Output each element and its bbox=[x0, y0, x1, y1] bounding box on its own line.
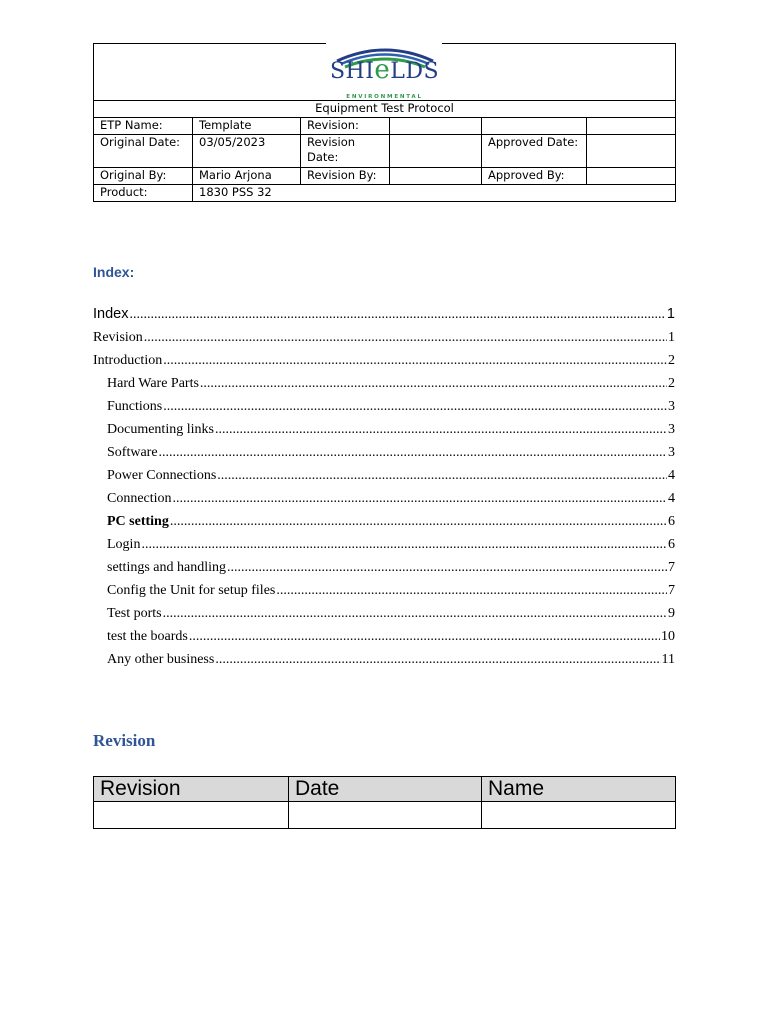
toc-leader-dots bbox=[215, 651, 660, 668]
toc-entry[interactable] bbox=[93, 507, 675, 530]
shields-logo bbox=[325, 43, 445, 100]
toc-entry-page: 3 bbox=[668, 445, 675, 460]
toc-entry-title: Introduction bbox=[93, 353, 163, 368]
logo-wordmark: SHIeLDS bbox=[329, 55, 440, 85]
toc-entry-page: 7 bbox=[668, 583, 675, 598]
index-heading: Index: bbox=[93, 264, 135, 280]
toc-entry[interactable] bbox=[93, 484, 675, 507]
etp-name-label: ETP Name: bbox=[94, 118, 193, 135]
blank-cell bbox=[482, 118, 587, 135]
toc-leader-dots bbox=[163, 352, 667, 369]
toc-entry[interactable] bbox=[93, 438, 675, 461]
toc-entry-page: 11 bbox=[661, 652, 675, 667]
toc-entry[interactable] bbox=[93, 622, 675, 645]
revision-heading: Revision bbox=[93, 731, 156, 750]
toc-leader-dots bbox=[129, 306, 665, 323]
toc-entry[interactable] bbox=[93, 576, 675, 599]
toc-entry-page: 6 bbox=[668, 537, 675, 552]
toc-entry-title: Hard Ware Parts bbox=[107, 376, 199, 391]
toc-entry-title: Software bbox=[107, 445, 158, 460]
toc-entry-title: Documenting links bbox=[107, 422, 214, 437]
toc-entry-page: 4 bbox=[668, 491, 675, 506]
product-label: Product: bbox=[94, 185, 193, 202]
original-date-label: Original Date: bbox=[94, 135, 193, 168]
toc-entry[interactable] bbox=[93, 553, 675, 576]
logo-subtitle: ENVIRONMENTAL bbox=[346, 94, 423, 100]
toc-entry[interactable] bbox=[93, 346, 675, 369]
original-by-label: Original By: bbox=[94, 168, 193, 185]
toc-entry-title: Connection bbox=[107, 491, 172, 506]
header-table bbox=[93, 43, 676, 202]
date-column-header: Date bbox=[289, 777, 482, 802]
toc-leader-dots bbox=[227, 559, 667, 576]
toc-entry-page: 3 bbox=[668, 422, 675, 437]
toc-entry-title: Power Connections bbox=[107, 468, 217, 483]
toc-entry-title: settings and handling bbox=[107, 560, 226, 575]
revision-cell[interactable] bbox=[94, 802, 289, 829]
toc-entry[interactable] bbox=[93, 323, 675, 346]
revision-date-label: Revision Date: bbox=[301, 135, 390, 168]
toc-leader-dots bbox=[200, 375, 667, 392]
toc-entry[interactable] bbox=[93, 369, 675, 392]
toc-entry[interactable] bbox=[93, 300, 675, 323]
blank-cell bbox=[587, 118, 676, 135]
toc-entry-title: Functions bbox=[107, 399, 163, 414]
toc-leader-dots bbox=[276, 582, 667, 599]
toc-entry-title: Revision bbox=[93, 330, 143, 345]
toc-leader-dots bbox=[189, 628, 660, 645]
date-cell[interactable] bbox=[289, 802, 482, 829]
toc-entry-title: Any other business bbox=[107, 652, 215, 667]
toc-leader-dots bbox=[170, 513, 667, 530]
toc-leader-dots bbox=[173, 490, 667, 507]
approved-by-label: Approved By: bbox=[482, 168, 587, 185]
original-date-value: 03/05/2023 bbox=[193, 135, 301, 168]
toc-entry-page: 2 bbox=[668, 353, 675, 368]
revision-column-header: Revision bbox=[94, 777, 289, 802]
revision-label: Revision: bbox=[301, 118, 390, 135]
toc-entry-page: 7 bbox=[668, 560, 675, 575]
toc-leader-dots bbox=[144, 329, 667, 346]
document-title: Equipment Test Protocol bbox=[94, 101, 676, 118]
product-value: 1830 PSS 32 bbox=[193, 185, 676, 202]
revision-by-value bbox=[390, 168, 482, 185]
toc-leader-dots bbox=[217, 467, 667, 484]
toc-entry[interactable] bbox=[93, 461, 675, 484]
toc-entry-title: Login bbox=[107, 537, 141, 552]
toc-entry-page: 1 bbox=[668, 330, 675, 345]
approved-date-value bbox=[587, 135, 676, 168]
toc-entry-page: 10 bbox=[661, 629, 675, 644]
revision-value bbox=[390, 118, 482, 135]
toc-entry-title: Config the Unit for setup files bbox=[107, 583, 276, 598]
toc-entry[interactable] bbox=[93, 645, 675, 668]
table-row bbox=[94, 802, 676, 829]
toc-leader-dots bbox=[159, 444, 667, 461]
name-cell[interactable] bbox=[482, 802, 676, 829]
toc-entry-page: 3 bbox=[668, 399, 675, 414]
etp-name-value: Template bbox=[193, 118, 301, 135]
approved-date-label: Approved Date: bbox=[482, 135, 587, 168]
toc-entry[interactable] bbox=[93, 530, 675, 553]
toc-leader-dots bbox=[215, 421, 667, 438]
toc-entry-title: Test ports bbox=[107, 606, 162, 621]
revision-by-label: Revision By: bbox=[301, 168, 390, 185]
toc-leader-dots bbox=[163, 398, 667, 415]
toc-leader-dots bbox=[141, 536, 667, 553]
revision-date-value bbox=[390, 135, 482, 168]
toc-entry-title: Index bbox=[93, 306, 129, 322]
logo-cell bbox=[94, 43, 676, 101]
revision-table bbox=[93, 776, 676, 829]
name-column-header: Name bbox=[482, 777, 676, 802]
toc-entry[interactable] bbox=[93, 392, 675, 415]
toc-entry-page: 9 bbox=[668, 606, 675, 621]
toc-entry-title: test the boards bbox=[107, 629, 188, 644]
toc-entry[interactable] bbox=[93, 415, 675, 438]
toc-entry-page: 4 bbox=[668, 468, 675, 483]
toc-entry[interactable] bbox=[93, 599, 675, 622]
toc-leader-dots bbox=[163, 605, 667, 622]
original-by-value: Mario Arjona bbox=[193, 168, 301, 185]
toc-entry-page: 6 bbox=[668, 514, 675, 529]
toc-entry-page: 1 bbox=[666, 306, 675, 322]
table-of-contents bbox=[93, 300, 675, 668]
approved-by-value bbox=[587, 168, 676, 185]
toc-entry-title: PC setting bbox=[107, 514, 169, 529]
toc-entry-page: 2 bbox=[668, 376, 675, 391]
